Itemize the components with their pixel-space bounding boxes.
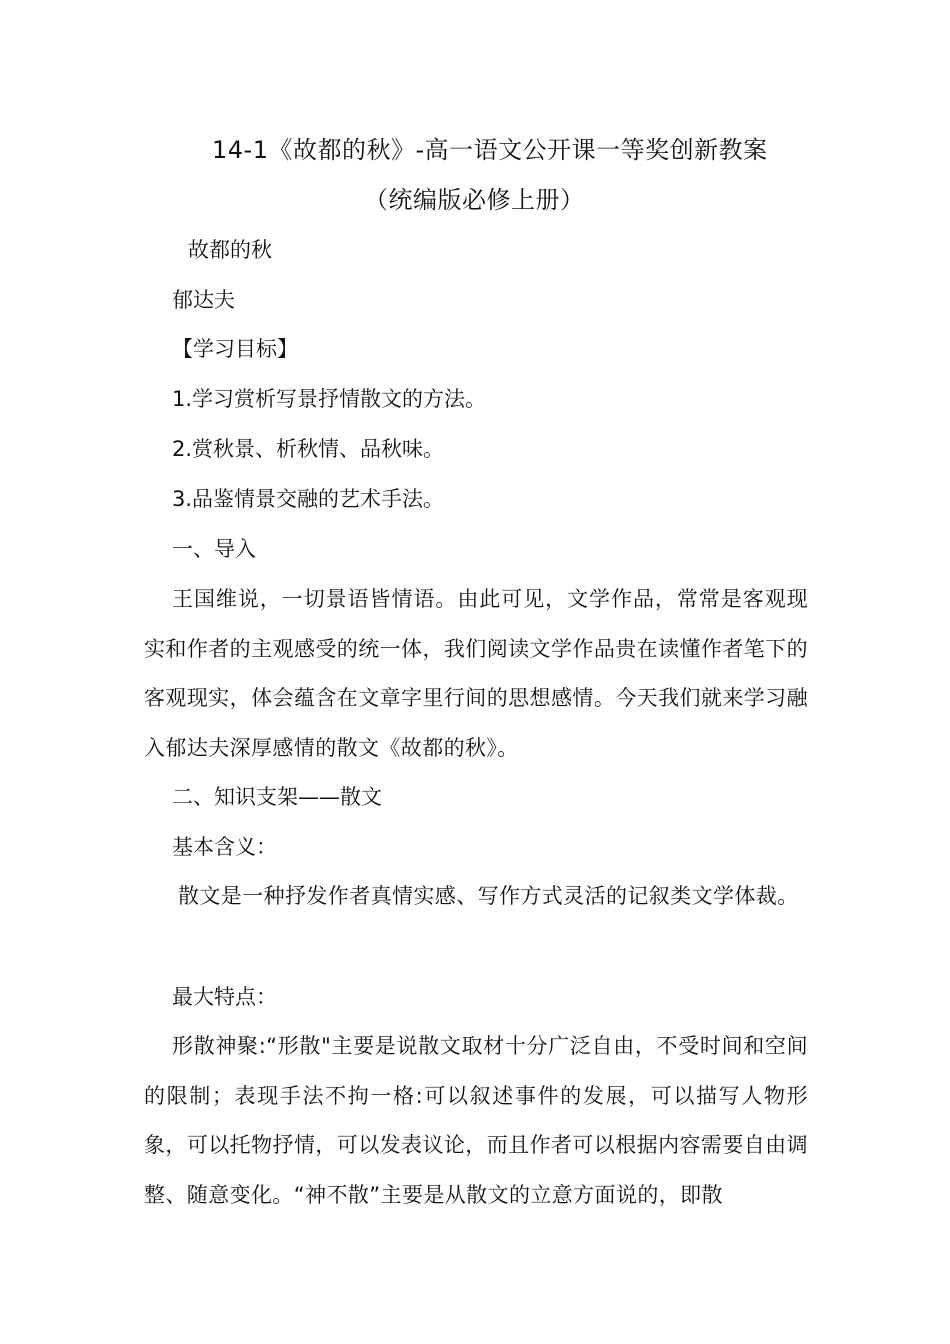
essay-title: 故都的秋	[188, 238, 272, 262]
objective-item: 3.品鉴情景交融的艺术手法。	[172, 487, 445, 511]
objectives-heading: 【学习目标】	[172, 337, 298, 361]
meaning-label: 基本含义：	[172, 835, 277, 859]
section-heading-intro: 一、导入	[172, 537, 256, 561]
objective-item: 1.学习赏析写景抒情散文的方法。	[172, 387, 487, 411]
section-heading-knowledge: 二、知识支架——散文	[172, 785, 382, 809]
author-name: 郁达夫	[172, 288, 235, 312]
objective-item: 2.赏秋景、析秋情、品秋味。	[172, 437, 445, 461]
document-subtitle: （统编版必修上册）	[364, 186, 585, 214]
meaning-paragraph: 散文是一种抒发作者真情实感、写作方式灵活的记叙类文学体裁。	[178, 884, 799, 908]
feature-paragraph: 形散神聚:“形散"主要是说散文取材十分广泛自由，不受时间和空间的限制；表现手法不拘一格:可以叙述事件的发展，可以描写人物形象，可以托物抒情，可以发表议论，而且作者可以根据内容需要自由调整、随意变化。“神不散”主要是从散文的立意方面说的，即散	[144, 1034, 808, 1207]
feature-label: 最大特点：	[172, 985, 277, 1009]
intro-paragraph: 王国维说，一切景语皆情语。由此可见，文学作品，常常是客观现实和作者的主观感受的统一体，我们阅读文学作品贵在读懂作者笔下的客观现实，体会蕴含在文章字里行间的思想感情。今天我们就来学习融入郁达夫深厚感情的散文《故都的秋》。	[144, 587, 808, 760]
document-title: 14-1《故都的秋》-高一语文公开课一等奖创新教案	[212, 136, 768, 164]
